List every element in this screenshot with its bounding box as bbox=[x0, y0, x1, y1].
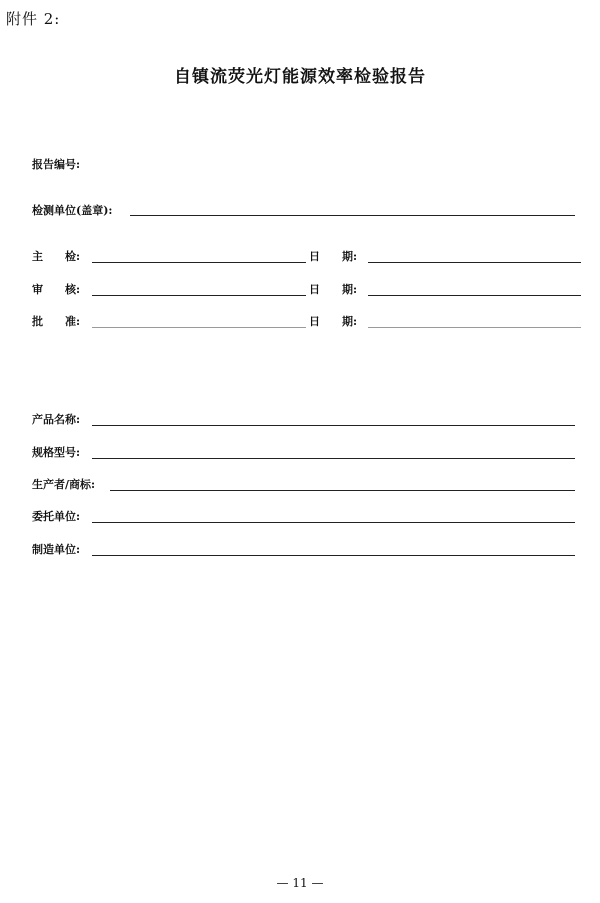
reviewer-field[interactable] bbox=[92, 295, 306, 296]
approve-date-label: 日 期: bbox=[309, 315, 358, 328]
producer-brand-label: 生产者/商标: bbox=[32, 478, 96, 491]
report-number-label: 报告编号: bbox=[32, 158, 81, 171]
approve-date-field[interactable] bbox=[368, 327, 581, 328]
manufacturer-field[interactable] bbox=[92, 555, 575, 556]
inspection-unit-field[interactable] bbox=[130, 215, 575, 216]
review-date-label: 日 期: bbox=[309, 283, 358, 296]
approver-label: 批 准: bbox=[32, 315, 81, 328]
chief-inspector-field[interactable] bbox=[92, 262, 306, 263]
approver-field[interactable] bbox=[92, 327, 306, 328]
product-name-field[interactable] bbox=[92, 425, 575, 426]
client-unit-field[interactable] bbox=[92, 522, 575, 523]
chief-date-label: 日 期: bbox=[309, 250, 358, 263]
producer-brand-field[interactable] bbox=[110, 490, 575, 491]
chief-inspector-label: 主 检: bbox=[32, 250, 81, 263]
client-unit-label: 委托单位: bbox=[32, 510, 81, 523]
page-number: — 11 — bbox=[276, 876, 324, 890]
inspection-unit-label: 检测单位(盖章): bbox=[32, 204, 113, 217]
reviewer-label: 审 核: bbox=[32, 283, 81, 296]
attachment-label: 附件 2: bbox=[6, 10, 61, 28]
model-label: 规格型号: bbox=[32, 446, 81, 459]
review-date-field[interactable] bbox=[368, 295, 581, 296]
manufacturer-label: 制造单位: bbox=[32, 543, 81, 556]
product-name-label: 产品名称: bbox=[32, 413, 81, 426]
chief-date-field[interactable] bbox=[368, 262, 581, 263]
model-field[interactable] bbox=[92, 458, 575, 459]
page-title: 自镇流荧光灯能源效率检验报告 bbox=[174, 67, 426, 87]
